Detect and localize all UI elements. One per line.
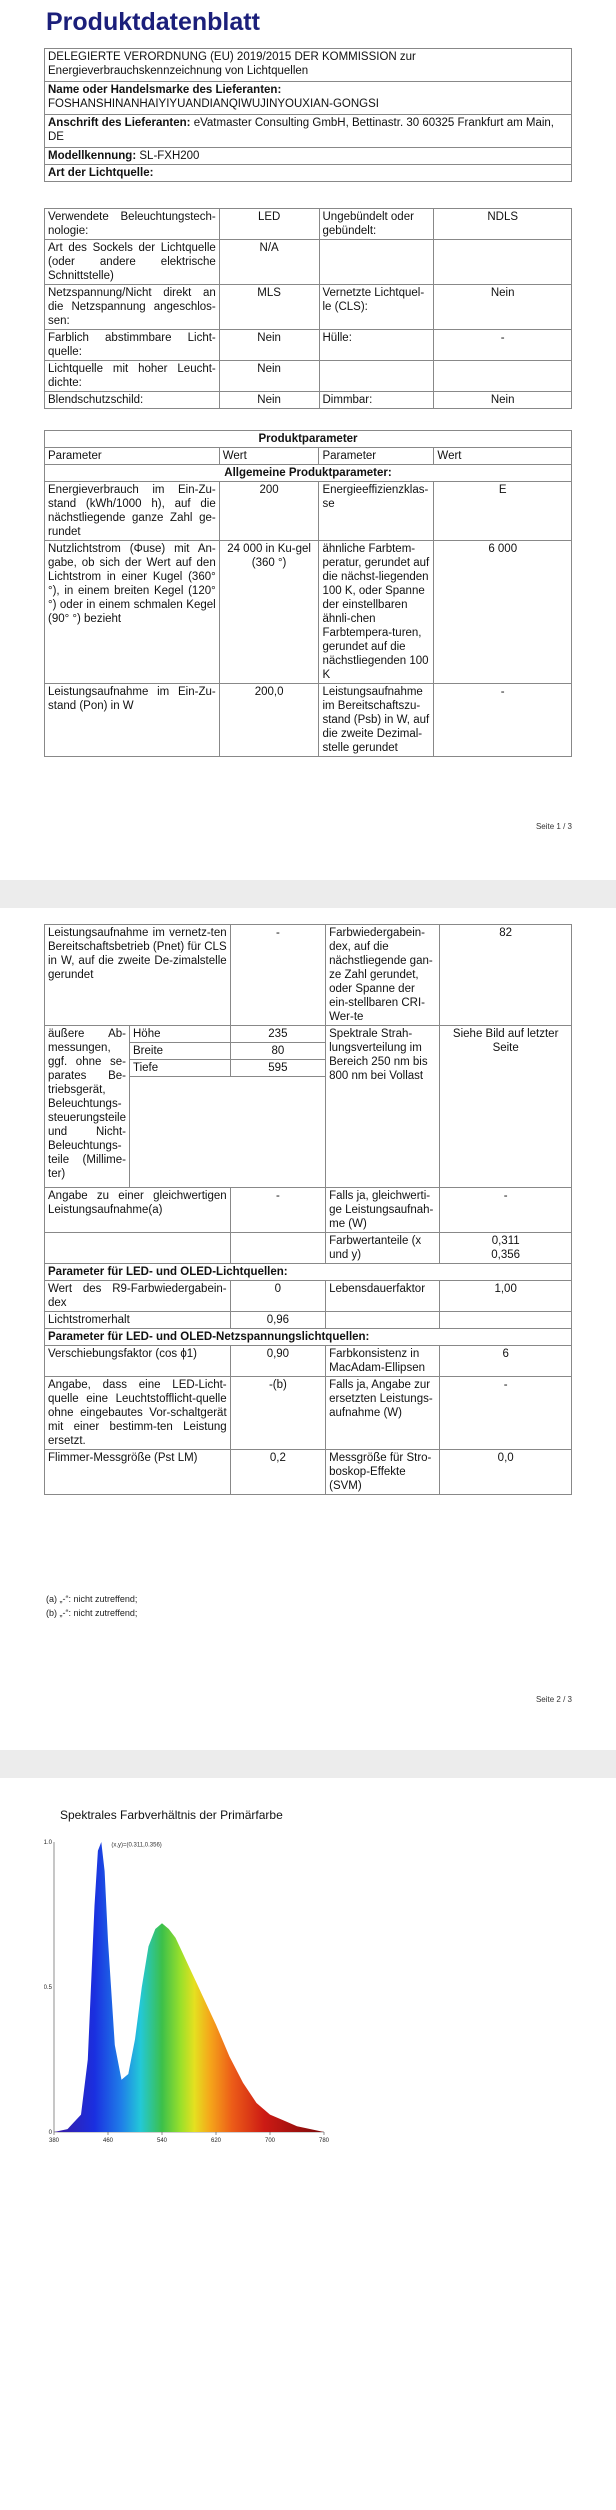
- table-row: [45, 1450, 572, 1495]
- param-label: Hülle:: [319, 330, 434, 361]
- param-value: [434, 361, 572, 392]
- footnote-b: (b) „-“: nicht zutreffend;: [46, 1608, 138, 1618]
- dimension-name: Breite: [130, 1043, 231, 1060]
- model-cell: [45, 148, 572, 165]
- footnote-a: (a) „-“: nicht zutreffend;: [46, 1594, 138, 1604]
- x-tick-label: 380: [48, 2138, 60, 2144]
- param-label: [319, 361, 434, 392]
- table-row: [45, 482, 572, 541]
- param-label: Leistungsaufnahme im vernetz-ten Bereitschaftsbetrieb (Pnet) für CLS in W, auf die zweite De-zimalstelle gerundet: [45, 925, 231, 1026]
- param-label: Farblich abstimmbare Licht-quelle:: [45, 330, 220, 361]
- supplier-address: eVatmaster Consulting GmbH, Bettinastr. 30 60325 Frankfurt am Main, DE: [48, 117, 554, 143]
- param-label: Lichtstromerhalt: [45, 1312, 231, 1329]
- table-row: [45, 1281, 572, 1312]
- dimension-spacer: [130, 1077, 326, 1188]
- col-header-value: Wert: [434, 448, 572, 465]
- supplier-name-cell: [45, 82, 572, 115]
- col-header-param: Parameter: [319, 448, 434, 465]
- param-value: 1,00: [440, 1281, 572, 1312]
- param-value: 24 000 in Ku-gel (360 °): [219, 541, 319, 684]
- params-table: [44, 430, 572, 757]
- param-value: Nein: [434, 392, 572, 409]
- param-value: Nein: [219, 361, 319, 392]
- mains-heading: Parameter für LED- und OLED-Netzspannungslichtquellen:: [45, 1329, 572, 1346]
- param-value: 0,311 0,356: [440, 1233, 572, 1264]
- table-row: [45, 240, 572, 285]
- page-number: Seite 2 / 3: [535, 1695, 572, 1704]
- param-value: -: [230, 1188, 325, 1233]
- y-tick-label: 1.0: [44, 1840, 52, 1846]
- param-value: 0,90: [230, 1346, 325, 1377]
- table-row: [45, 1346, 572, 1377]
- param-value: 0,96: [230, 1312, 325, 1329]
- param-value: -: [230, 925, 325, 1026]
- param-label: Leistungsaufnahme im Ein-Zu-stand (Pon) in W: [45, 684, 220, 757]
- param-label: Farbkonsistenz in MacAdam-Ellipsen: [326, 1346, 440, 1377]
- param-value: 82: [440, 925, 572, 1026]
- param-label: Dimmbar:: [319, 392, 434, 409]
- param-value: 200: [219, 482, 319, 541]
- y-tick-label: 0.5: [44, 1985, 52, 1991]
- param-label: Vernetzte Lichtquel-le (CLS):: [319, 285, 434, 330]
- table-row: [45, 1377, 572, 1450]
- param-value: -: [440, 1188, 572, 1233]
- param-label: Blendschutzschild:: [45, 392, 220, 409]
- dimension-name: Tiefe: [130, 1060, 231, 1077]
- header-table: [44, 48, 572, 182]
- chart-annotation: (x,y)=(0.311,0.356): [111, 1842, 162, 1849]
- light-source-table: [44, 208, 572, 409]
- led-heading: Parameter für LED- und OLED-Lichtquellen:: [45, 1264, 572, 1281]
- supplier-name-label: Name oder Handelsmarke des Lieferanten:: [48, 84, 282, 96]
- param-value: N/A: [219, 240, 319, 285]
- param-label: Falls ja, Angabe zur ersetzten Leistungs-aufnahme (W): [326, 1377, 440, 1450]
- param-value: -: [440, 1377, 572, 1450]
- param-value: 0,0: [440, 1450, 572, 1495]
- page2-table: [44, 924, 572, 1495]
- col-header-value: Wert: [219, 448, 319, 465]
- param-label: Art des Sockels der Lichtquelle (oder andere elektrische Schnittstelle): [45, 240, 220, 285]
- param-value: 0: [230, 1281, 325, 1312]
- param-label: Nutzlichtstrom (Φuse) mit An-gabe, ob sich der Wert auf den Lichtstrom in einer Kugel (360° °), in einem breiten Kegel (120° °) oder in einem schmalen Kegel (90° °) bezieht: [45, 541, 220, 684]
- param-value: 200,0: [219, 684, 319, 757]
- param-label: Falls ja, gleichwerti-ge Leistungsaufnah-me (W): [326, 1188, 440, 1233]
- param-label: [319, 240, 434, 285]
- param-label: [326, 1312, 440, 1329]
- param-label: Farbwertanteile (x und y): [326, 1233, 440, 1264]
- param-value: [434, 240, 572, 285]
- x-tick-label: 780: [318, 2138, 330, 2144]
- param-label: Netzspannung/Nicht direkt an die Netzspannung angeschlos-sen:: [45, 285, 220, 330]
- x-tick-label: 460: [102, 2138, 114, 2144]
- param-value: 0,2: [230, 1450, 325, 1495]
- param-value: LED: [219, 209, 319, 240]
- page-3: [0, 1778, 616, 2510]
- dimension-value: 235: [230, 1026, 325, 1043]
- table-row: [45, 330, 572, 361]
- table-row: [45, 209, 572, 240]
- table-row: [45, 541, 572, 684]
- param-label: Wert des R9-Farbwiedergabein-dex: [45, 1281, 231, 1312]
- param-label: Lebensdauerfaktor: [326, 1281, 440, 1312]
- param-label: Lichtquelle mit hoher Leucht-dichte:: [45, 361, 220, 392]
- param-label: Energieeffizienzklas-se: [319, 482, 434, 541]
- table-row: [45, 684, 572, 757]
- param-value: Nein: [219, 392, 319, 409]
- param-value: Nein: [434, 285, 572, 330]
- table-row: [45, 392, 572, 409]
- x-tick-label: 540: [156, 2138, 168, 2144]
- regulation-text: DELEGIERTE VERORDNUNG (EU) 2019/2015 DER KOMMISSION zur Energieverbrauchskennzeichnung von Lichtquellen: [45, 49, 572, 82]
- param-label: Verwendete Beleuchtungstech-nologie:: [45, 209, 220, 240]
- table-row: [45, 1188, 572, 1233]
- supplier-address-cell: [45, 115, 572, 148]
- page-title: Produktdatenblatt: [46, 8, 260, 36]
- y-tick-label: 0: [48, 2130, 52, 2136]
- chart-title: Spektrales Farbverhältnis der Primärfarbe: [60, 1808, 283, 1822]
- param-value: [230, 1233, 325, 1264]
- dimension-value: 595: [230, 1060, 325, 1077]
- spd-label: Spektrale Strah-lungsverteilung im Bereich 250 nm bis 800 nm bei Vollast: [326, 1026, 440, 1188]
- param-label: ähnliche Farbtem-peratur, gerundet auf die nächst-liegenden 100 K, oder Spanne der einstellbaren ähnli-chen Farbtempera-turen, gerundet auf die nächstliegenden 100 K: [319, 541, 434, 684]
- param-label: Angabe zu einer gleichwertigen Leistungsaufnahme(a): [45, 1188, 231, 1233]
- model-label: Modellkennung:: [48, 150, 137, 162]
- spectrum-area: [54, 1842, 324, 2132]
- dimension-value: 80: [230, 1043, 325, 1060]
- light-source-type: Art der Lichtquelle:: [45, 165, 572, 182]
- param-label: Flimmer-Messgröße (Pst LM): [45, 1450, 231, 1495]
- param-value: 6 000: [434, 541, 572, 684]
- page-1: [0, 0, 616, 880]
- param-label: Leistungsaufnahme im Bereitschaftszu-stand (Psb) in W, auf die zweite Dezimal-stelle gerundet: [319, 684, 434, 757]
- param-value: [440, 1312, 572, 1329]
- param-value: Nein: [219, 330, 319, 361]
- table-row: [45, 925, 572, 1026]
- param-label: Energieverbrauch im Ein-Zu-stand (kWh/1000 h), auf die nächstliegende ganze Zahl ge-rundet: [45, 482, 220, 541]
- x-tick-label: 620: [210, 2138, 222, 2144]
- x-tick-label: 700: [264, 2138, 276, 2144]
- param-value: -: [434, 684, 572, 757]
- param-label: Angabe, dass eine LED-Licht-quelle eine Leuchtstofflicht-quelle ohne eingebautes Vor-schaltgerät mit einer bestimm-ten Leistung ersetzt.: [45, 1377, 231, 1450]
- param-value: -: [434, 330, 572, 361]
- supplier-name: FOSHANSHINANHAIYIYUANDIANQIWUJINYOUXIAN-GONGSI: [48, 98, 379, 110]
- spd-value: Siehe Bild auf letzter Seite: [440, 1026, 572, 1188]
- table-row: [45, 1312, 572, 1329]
- table-row: [45, 1233, 572, 1264]
- supplier-address-label: Anschrift des Lieferanten:: [48, 117, 191, 129]
- param-label: [45, 1233, 231, 1264]
- param-value: NDLS: [434, 209, 572, 240]
- model: SL-FXH200: [139, 150, 200, 162]
- dimensions-label: äußere Ab-messungen, ggf. ohne se-parates Be-triebsgerät, Beleuchtungs-steuerungsteile und Nicht-Beleuchtungs-teile (Millime-ter): [45, 1026, 130, 1188]
- param-value: MLS: [219, 285, 319, 330]
- param-label: Verschiebungsfaktor (cos ϕ1): [45, 1346, 231, 1377]
- table-row: [45, 285, 572, 330]
- page-number: Seite 1 / 3: [535, 822, 572, 831]
- param-label: Farbwiedergabein-dex, auf die nächstliegende gan-ze Zahl gerundet, oder Spanne der ein-stellbaren CRI-Wer-te: [326, 925, 440, 1026]
- spectrum-chart: [44, 1830, 344, 2160]
- param-label: Ungebündelt oder gebündelt:: [319, 209, 434, 240]
- param-value: E: [434, 482, 572, 541]
- page-2: [0, 908, 616, 1750]
- param-label: Messgröße für Stro-boskop-Effekte (SVM): [326, 1450, 440, 1495]
- col-header-param: Parameter: [45, 448, 220, 465]
- table-row: [45, 361, 572, 392]
- params-heading: Produktparameter: [45, 431, 572, 448]
- param-value: -(b): [230, 1377, 325, 1450]
- dimension-name: Höhe: [130, 1026, 231, 1043]
- param-value: 6: [440, 1346, 572, 1377]
- general-heading: Allgemeine Produktparameter:: [45, 465, 572, 482]
